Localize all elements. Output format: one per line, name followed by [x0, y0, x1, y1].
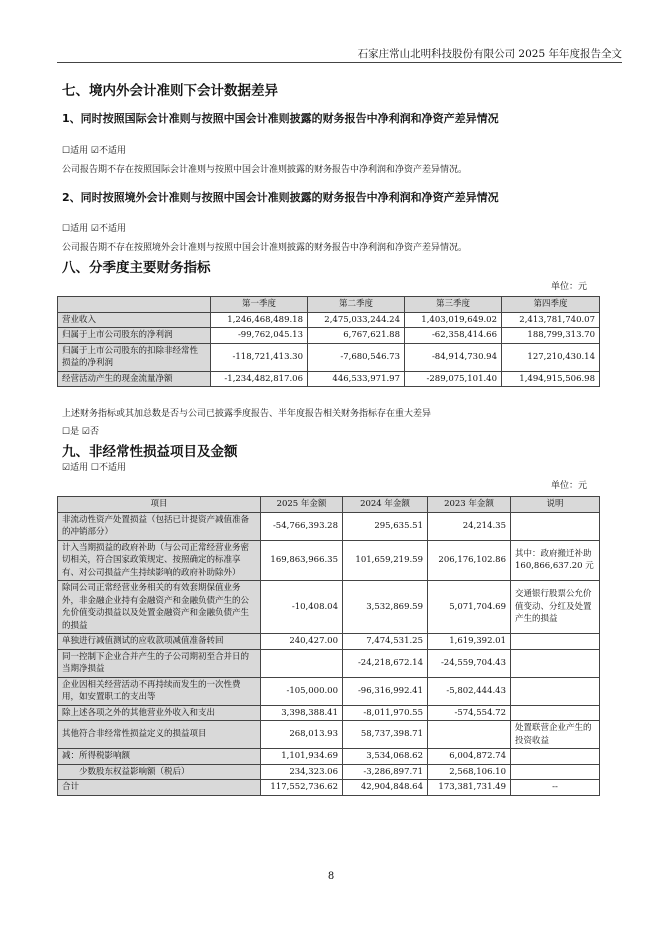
- quarterly-header-row: [58, 297, 600, 313]
- table-row: [58, 634, 600, 650]
- cell-value: -84,914,730.94: [405, 343, 502, 371]
- cell-value: 42,904,848.64: [343, 780, 428, 796]
- cell-value: 1,403,019,649.02: [405, 312, 502, 328]
- section8-choice: ☐是 ☑否: [62, 427, 99, 437]
- table-row: [58, 649, 600, 677]
- quarterly-table: [57, 296, 600, 387]
- cell-value: 117,552,736.62: [261, 780, 343, 796]
- section7-sub2-title: 2、同时按照境外会计准则与按照中国会计准则披露的财务报告中净利润和净资产差异情况: [62, 191, 499, 204]
- cell-value: 3,398,388.41: [261, 705, 343, 721]
- cell-note: [511, 677, 600, 705]
- section7-title: 七、境内外会计准则下会计数据差异: [62, 83, 278, 99]
- table-row: [58, 371, 600, 387]
- nonrecurring-header-cell: 2025 年金额: [261, 497, 343, 513]
- row-label: 少数股东权益影响额（税后）: [58, 764, 261, 780]
- section8-note: 上述财务指标或其加总数是否与公司已披露季度报告、半年度报告相关财务指标存在重大差异: [62, 409, 432, 419]
- cell-note: 交通银行股票公允价值变动、分红及处置产生的损益: [511, 581, 600, 634]
- section7-sub1-title: 1、同时按照国际会计准则与按照中国会计准则披露的财务报告中净利润和净资产差异情况: [62, 112, 499, 125]
- section9-choice: ☑适用 ☐不适用: [62, 463, 126, 473]
- section7-sub2-text: 公司报告期不存在按照境外会计准则与按照中国会计准则披露的财务报告中净利润和净资产差异情况。: [62, 243, 468, 253]
- cell-value: 295,635.51: [343, 512, 428, 540]
- cell-value: 1,619,392.01: [428, 634, 511, 650]
- table-row: [58, 512, 600, 540]
- section7-sub1-choice: ☐适用 ☑不适用: [62, 146, 126, 156]
- header-rule: [57, 62, 622, 63]
- section9-unit: 单位：元: [550, 481, 587, 491]
- cell-value: 2,475,033,244.24: [308, 312, 405, 328]
- cell-value: 1,494,915,506.98: [502, 371, 600, 387]
- row-label: 非流动性资产处置损益（包括已计提资产减值准备的冲销部分）: [58, 512, 261, 540]
- cell-note: [511, 764, 600, 780]
- row-label: 计入当期损益的政府补助（与公司正常经营业务密切相关，符合国家政策规定、按照确定的标准享有、对公司损益产生持续影响的政府补助除外）: [58, 540, 261, 581]
- cell-value: -24,559,704.43: [428, 649, 511, 677]
- row-label: 归属于上市公司股东的扣除非经常性损益的净利润: [58, 343, 211, 371]
- table-row: [58, 749, 600, 765]
- section7-sub1-text: 公司报告期不存在按照国际会计准则与按照中国会计准则披露的财务报告中净利润和净资产差异情况。: [62, 165, 468, 175]
- cell-note: [511, 649, 600, 677]
- section8-title: 八、分季度主要财务指标: [62, 260, 211, 276]
- cell-note: [511, 749, 600, 765]
- cell-value: -5,802,444.43: [428, 677, 511, 705]
- cell-value: 2,413,781,740.07: [502, 312, 600, 328]
- cell-note: [511, 705, 600, 721]
- cell-value: 268,013.93: [261, 721, 343, 749]
- cell-value: 1,101,934.69: [261, 749, 343, 765]
- page-number: 8: [327, 871, 335, 882]
- cell-value: 6,004,872.74: [428, 749, 511, 765]
- cell-value: -62,358,414.66: [405, 328, 502, 344]
- cell-note: --: [511, 780, 600, 796]
- cell-value: 206,176,102.86: [428, 540, 511, 581]
- table-row: [58, 328, 600, 344]
- quarterly-header-cell: 第三季度: [405, 297, 502, 313]
- table-row: [58, 705, 600, 721]
- cell-value: 6,767,621.88: [308, 328, 405, 344]
- cell-value: -96,316,992.41: [343, 677, 428, 705]
- section7-sub2-choice: ☐适用 ☑不适用: [62, 224, 126, 234]
- cell-note: 其中：政府搬迁补助 160,866,637.20 元: [511, 540, 600, 581]
- cell-value: -3,286,897.71: [343, 764, 428, 780]
- nonrecurring-header-cell: 2024 年金额: [343, 497, 428, 513]
- cell-value: -8,011,970.55: [343, 705, 428, 721]
- cell-value: [428, 721, 511, 749]
- table-row: [58, 764, 600, 780]
- row-label: 除同公司正常经营业务相关的有效套期保值业务外，非金融企业持有金融资产和金融负债产生的公允价值变动损益以及处置金融资产和金融负债产生的损益: [58, 581, 261, 634]
- row-label: 单独进行减值测试的应收款项减值准备转回: [58, 634, 261, 650]
- cell-value: 240,427.00: [261, 634, 343, 650]
- quarterly-header-cell: 第一季度: [211, 297, 308, 313]
- cell-value: 2,568,106.10: [428, 764, 511, 780]
- cell-note: 处置联营企业产生的投资收益: [511, 721, 600, 749]
- cell-value: 3,534,068.62: [343, 749, 428, 765]
- cell-value: 3,532,869.59: [343, 581, 428, 634]
- cell-value: -105,000.00: [261, 677, 343, 705]
- cell-note: [511, 512, 600, 540]
- cell-value: -99,762,045.13: [211, 328, 308, 344]
- row-label: 同一控制下企业合并产生的子公司期初至合并日的当期净损益: [58, 649, 261, 677]
- row-label: 企业因相关经营活动不再持续而发生的一次性费用，如安置职工的支出等: [58, 677, 261, 705]
- cell-value: 234,323.06: [261, 764, 343, 780]
- total-row: [58, 780, 600, 796]
- nonrecurring-header-cell: 项目: [58, 497, 261, 513]
- cell-note: [511, 634, 600, 650]
- cell-value: -7,680,546.73: [308, 343, 405, 371]
- cell-value: -118,721,413.30: [211, 343, 308, 371]
- cell-value: 101,659,219.59: [343, 540, 428, 581]
- cell-value: 127,210,430.14: [502, 343, 600, 371]
- table-row: [58, 540, 600, 581]
- table-row: [58, 312, 600, 328]
- cell-value: -24,218,672.14: [343, 649, 428, 677]
- row-label: 除上述各项之外的其他营业外收入和支出: [58, 705, 261, 721]
- table-row: [58, 721, 600, 749]
- row-label: 经营活动产生的现金流量净额: [58, 371, 211, 387]
- row-label: 减：所得税影响额: [58, 749, 261, 765]
- cell-value: 7,474,531.25: [343, 634, 428, 650]
- cell-value: 58,737,398.71: [343, 721, 428, 749]
- cell-value: -1,234,482,817.06: [211, 371, 308, 387]
- quarterly-header-cell: [58, 297, 211, 313]
- cell-value: 446,533,971.97: [308, 371, 405, 387]
- nonrecurring-header-cell: 2023 年金额: [428, 497, 511, 513]
- cell-value: 169,863,966.35: [261, 540, 343, 581]
- nonrecurring-header-row: [58, 497, 600, 513]
- row-label: 营业收入: [58, 312, 211, 328]
- section8-unit: 单位：元: [550, 282, 587, 292]
- cell-value: 188,799,313.70: [502, 328, 600, 344]
- cell-value: 1,246,468,489.18: [211, 312, 308, 328]
- cell-value: 173,381,731.49: [428, 780, 511, 796]
- cell-value: 24,214.35: [428, 512, 511, 540]
- nonrecurring-table: [57, 496, 600, 796]
- section9-title: 九、非经常性损益项目及金额: [62, 444, 238, 460]
- cell-value: [261, 649, 343, 677]
- cell-value: -10,408.04: [261, 581, 343, 634]
- table-row: [58, 677, 600, 705]
- cell-value: -574,554.72: [428, 705, 511, 721]
- row-label: 其他符合非经常性损益定义的损益项目: [58, 721, 261, 749]
- quarterly-header-cell: 第四季度: [502, 297, 600, 313]
- table-row: [58, 343, 600, 371]
- page-header: 石家庄常山北明科技股份有限公司 2025 年年度报告全文: [357, 48, 622, 60]
- cell-value: 5,071,704.69: [428, 581, 511, 634]
- row-label: 合计: [58, 780, 261, 796]
- table-row: [58, 581, 600, 634]
- cell-value: -54,766,393.28: [261, 512, 343, 540]
- nonrecurring-header-cell: 说明: [511, 497, 600, 513]
- row-label: 归属于上市公司股东的净利润: [58, 328, 211, 344]
- cell-value: -289,075,101.40: [405, 371, 502, 387]
- quarterly-header-cell: 第二季度: [308, 297, 405, 313]
